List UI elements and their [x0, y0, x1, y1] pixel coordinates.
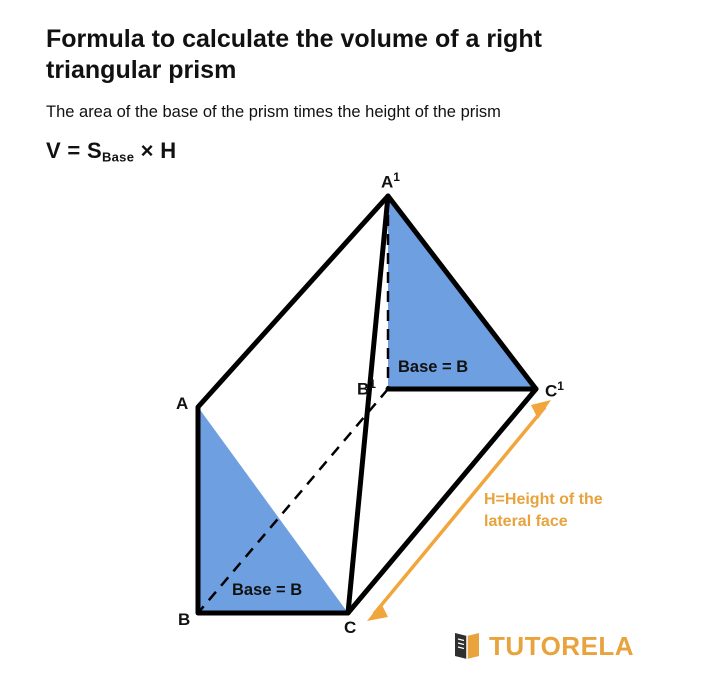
formula-times: ×: [140, 138, 154, 163]
vertex-label-a-prime: $A^1$: [381, 170, 400, 192]
height-arrow-head-top: [531, 400, 551, 419]
formula-s-subscript: Base: [101, 149, 135, 165]
page-subtitle: The area of the base of the prism times the height of the prism: [46, 103, 501, 121]
vertex-label-a: A: [176, 394, 189, 413]
vertex-label-b-prime: $B^1$: [357, 377, 376, 399]
vertex-label-c: C: [344, 618, 357, 637]
base-label-top: Base = B: [398, 358, 469, 376]
formula-lhs: V: [46, 138, 61, 163]
formula-equals: =: [67, 138, 81, 163]
vertex-label-b: B: [178, 610, 191, 629]
formula-s: S: [86, 138, 102, 163]
page-title: Formula to calculate the volume of a right triangular prism: [46, 25, 542, 85]
brand-logo: [452, 630, 634, 662]
base-label-bottom: Base = B: [232, 581, 303, 599]
height-label: H=Height of the lateral face: [484, 491, 603, 530]
vertex-label-c-prime: $C^1$: [545, 379, 564, 401]
brand-name: TUTORELA: [489, 630, 635, 661]
edge-c-to-a-prime: [348, 196, 388, 613]
formula-h: H: [160, 138, 177, 163]
book-icon: [452, 630, 482, 662]
height-arrow-head-bottom: [367, 603, 388, 621]
